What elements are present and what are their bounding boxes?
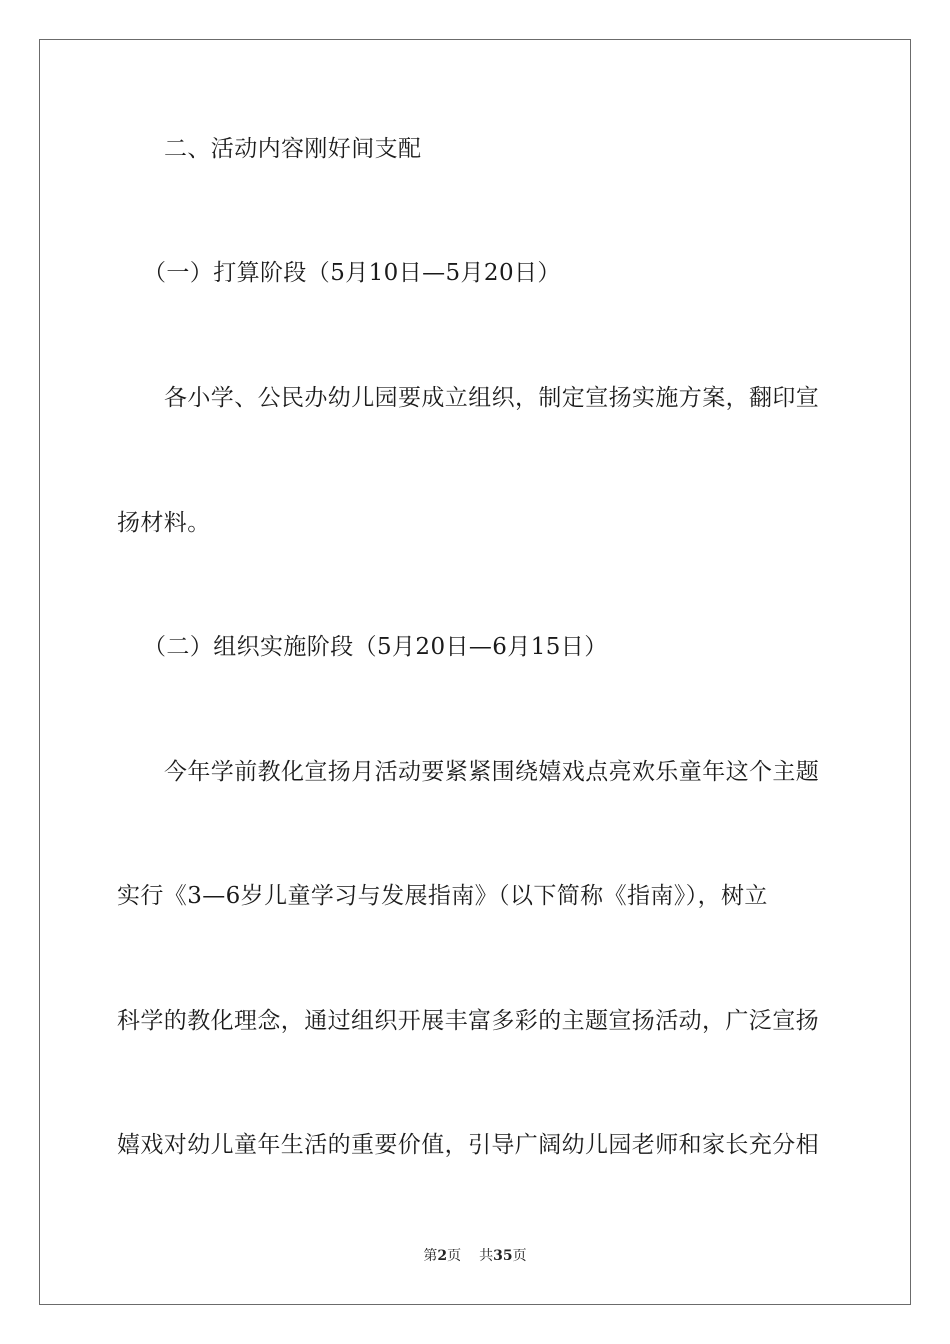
page-suffix: 页 (447, 1248, 462, 1264)
paragraph-2-line-3: 科学的教化理念，通过组织开展丰富多彩的主题宣扬活动，广泛宣扬 (117, 1008, 819, 1034)
page-number: 2 (437, 1248, 448, 1264)
total-pages: 35 (493, 1248, 513, 1264)
subsection-heading-2: （二）组织实施阶段（5月20日—6月15日） (143, 634, 608, 660)
paragraph-2-line-1: 今年学前教化宣扬月活动要紧紧围绕嬉戏点亮欢乐童年这个主题 (164, 759, 820, 785)
section-heading: 二、活动内容刚好间支配 (164, 136, 422, 162)
total-suffix: 页 (512, 1248, 527, 1264)
paragraph-2-line-2: 实行《3—6岁儿童学习与发展指南》（以下简称《指南》），树立 (117, 883, 768, 909)
total-prefix: 共 (479, 1248, 494, 1264)
page-border (39, 39, 911, 1305)
paragraph-1-line-1: 各小学、公民办幼儿园要成立组织，制定宣扬实施方案，翻印宣 (164, 385, 820, 411)
page-prefix: 第 (423, 1248, 438, 1264)
subsection-heading-1: （一）打算阶段（5月10日—5月20日） (143, 260, 561, 286)
paragraph-2-line-4: 嬉戏对幼儿童年生活的重要价值，引导广阔幼儿园老师和家长充分相 (117, 1132, 819, 1158)
page-footer (0, 1246, 950, 1266)
paragraph-1-line-2: 扬材料。 (117, 510, 211, 536)
